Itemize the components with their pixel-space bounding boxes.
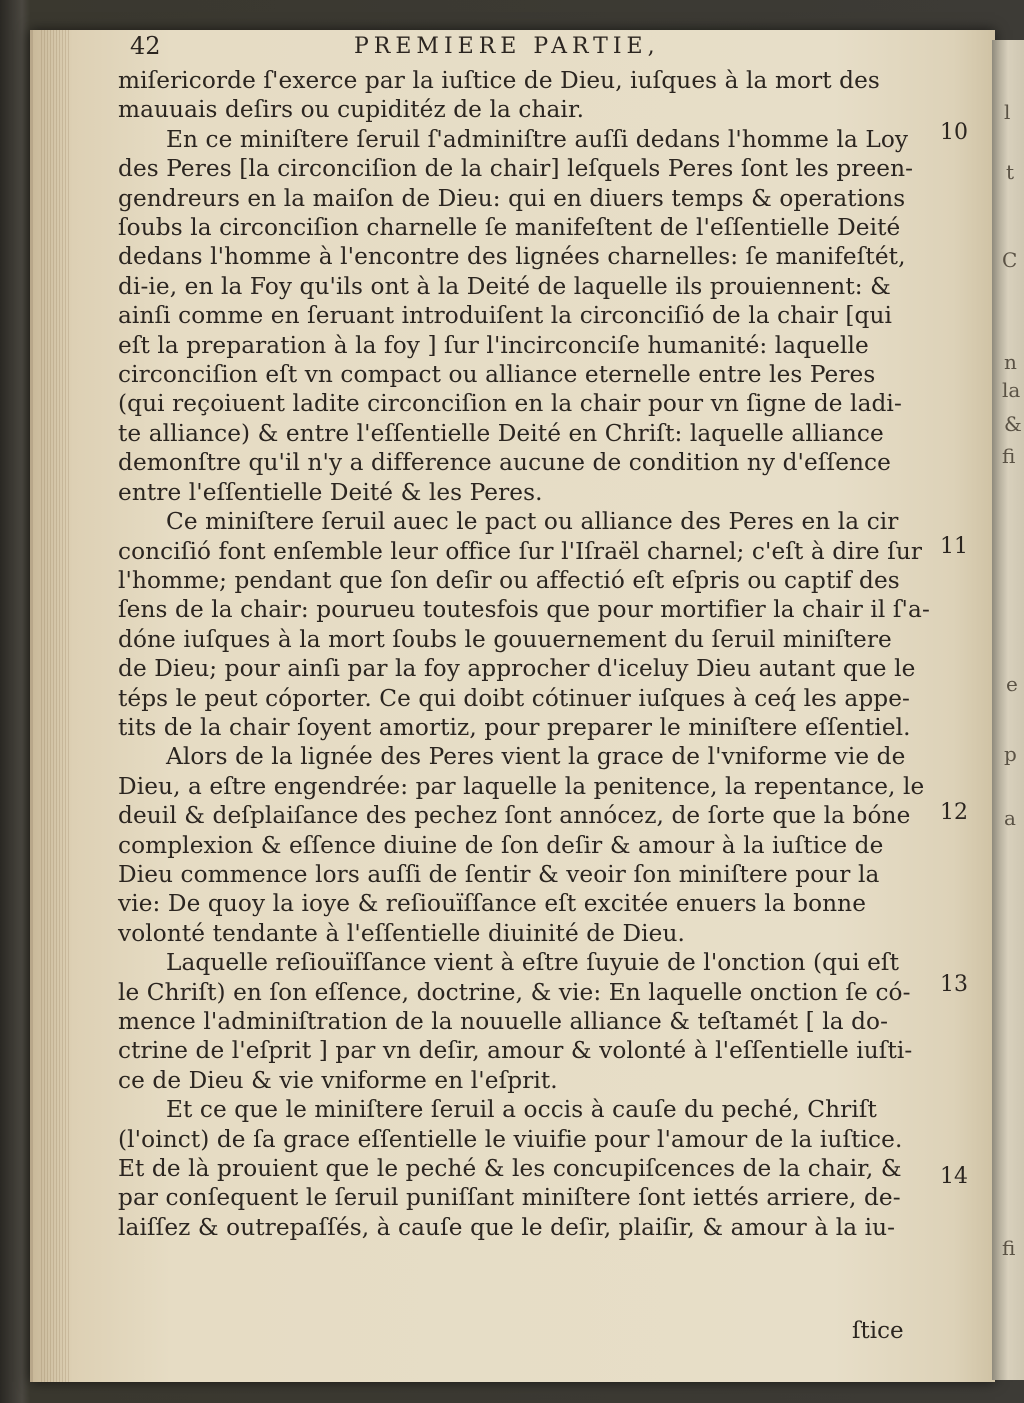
catchword: ſtice: [852, 1318, 904, 1344]
text-line: demonſtre qu'il n'y a difference aucune de condition ny d'eſſence: [118, 449, 891, 477]
text-line: deuil & deſplaiſance des pechez ſont annócez, de ſorte que la bóne: [118, 802, 911, 830]
edge-glyph: n: [1004, 350, 1017, 374]
text-line: di-ie, en la Foy qu'ils ont à la Deité de laquelle ils prouiennent: &: [118, 272, 891, 300]
text-line: Et de là prouient que le peché & les concupiſcences de la chair, &: [118, 1155, 902, 1183]
edge-glyph: t: [1006, 160, 1015, 184]
text-line: tits de la chair ſoyent amortiz, pour preparer le miniſtere eſſentiel.: [118, 713, 911, 741]
text-line: ce de Dieu & vie vniforme en l'eſprit.: [118, 1066, 558, 1094]
text-line: des Peres [la circonciſion de la chair] leſquels Peres ſont les preen-: [118, 155, 914, 183]
text-line: laiſſez & outrepaſſés, à cauſe que le deſir, plaiſir, & amour à la iu-: [118, 1213, 896, 1241]
text-line: le Chriſt) en ſon eſſence, doctrine, & vie: En laquelle onction ſe có-: [118, 978, 911, 1006]
running-head: PREMIERE PARTIE,: [354, 34, 660, 59]
text-line: volonté tendante à l'eſſentielle diuinité de Dieu.: [118, 919, 686, 947]
text-line: dedans l'homme à l'encontre des lignées charnelles: ſe manifeſtét,: [118, 243, 906, 271]
paragraph-start-line: Laquelle reſiouïſſance vient à eſtre ſuyuie de l'onction (qui eſt: [166, 949, 900, 977]
text-line: Dieu, a eſtre engendrée: par laquelle la penitence, la repentance, le: [118, 772, 925, 800]
text-line: gendreurs en la maiſon de Dieu: qui en diuers temps & operations: [118, 184, 906, 212]
text-line: complexion & eſſence diuine de ſon deſir & amour à la iuſtice de: [118, 831, 884, 859]
margin-verse-number: 11: [940, 534, 968, 559]
paragraph-start-line: Ce miniſtere ſeruil auec le pact ou alliance des Peres en la cir: [166, 508, 899, 536]
edge-glyph: fi: [1002, 1236, 1016, 1260]
page-header: [118, 30, 940, 66]
text-line: de Dieu; pour ainſi par la foy approcher d'iceluy Dieu autant que le: [118, 655, 916, 683]
edge-glyph: a: [1004, 806, 1016, 830]
edge-glyph: fi: [1002, 444, 1016, 468]
text-line: l'homme; pendant que ſon deſir ou affectió eſt eſpris ou captif des: [118, 566, 900, 594]
facing-page-edge: [992, 40, 1024, 1380]
text-line: (l'oinct) de ſa grace eſſentielle le viuifie pour l'amour de la iuſtice.: [118, 1125, 903, 1153]
text-line: circonciſion eſt vn compact ou alliance eternelle entre les Peres: [118, 361, 876, 389]
text-line: miſericorde ſ'exerce par la iuſtice de Dieu, iuſques à la mort des: [118, 67, 880, 94]
page-text: [118, 30, 940, 1242]
text-line: Dieu commence lors auſſi de ſentir & veoir ſon miniſtere pour la: [118, 860, 880, 888]
text-line: mence l'adminiſtration de la nouuelle alliance & teſtamét [ la do-: [118, 1008, 889, 1035]
text-line: ſens de la chair: pourueu toutesfois que pour mortifier la chair il ſ'a-: [118, 596, 930, 624]
text-line: eſt la preparation à la foy ] ſur l'incirconciſe humanité: laquelle: [118, 331, 869, 359]
text-line: te alliance) & entre l'eſſentielle Deité en Chriſt: laquelle alliance: [118, 419, 884, 447]
margin-verse-number: 13: [940, 972, 968, 997]
edge-glyph: l: [1004, 100, 1011, 124]
text-line: ſoubs la circonciſion charnelle ſe manifeſtent de l'eſſentielle Deité: [118, 214, 901, 242]
text-line: mauuais deſirs ou cupiditéz de la chair.: [118, 96, 585, 124]
text-line: conciſió font enſemble leur office ſur l'Iſraël charnel; c'eſt à dire ſur: [118, 537, 923, 565]
margin-verse-number: 12: [940, 800, 968, 825]
paragraph-start-line: Alors de la lignée des Peres vient la grace de l'vniforme vie de: [166, 743, 906, 771]
text-line: ctrine de l'eſprit ] par vn deſir, amour & volonté à l'eſſentielle iuſti-: [118, 1037, 913, 1065]
edge-glyph: e: [1006, 672, 1018, 696]
margin-verse-number: 10: [940, 120, 968, 145]
text-line: dóne iuſques à la mort ſoubs le gouuernement du ſeruil miniſtere: [118, 625, 892, 653]
page-number: 42: [130, 32, 161, 60]
paragraph-start-line: En ce miniſtere ſeruil ſ'adminiſtre auſſi dedans l'homme la Loy: [166, 125, 909, 153]
text-line: par conſequent le ſeruil puniſſant miniſtere ſont iettés arriere, de-: [118, 1184, 901, 1212]
text-line: entre l'eſſentielle Deité & les Peres.: [118, 478, 543, 506]
text-line: (qui reçoiuent ladite circonciſion en la chair pour vn ſigne de ladi-: [118, 390, 902, 418]
text-line: vie: De quoy la ioye & reſiouïſſance eſt excitée enuers la bonne: [118, 890, 867, 918]
margin-verse-number: 14: [940, 1164, 968, 1189]
edge-glyph: la: [1002, 378, 1021, 402]
text-line: ainſi comme en ſeruant introduiſent la circonciſió de la chair [qui: [118, 302, 892, 330]
text-line: téps le peut cóporter. Ce qui doibt cótinuer iuſques à ceq́ les appe-: [118, 684, 910, 712]
paragraph-start-line: Et ce que le miniſtere ſeruil a occis à cauſe du peché, Chriſt: [166, 1096, 877, 1124]
edge-glyph: &: [1004, 412, 1022, 436]
edge-glyph: C: [1002, 248, 1018, 272]
edge-glyph: p: [1004, 742, 1017, 766]
